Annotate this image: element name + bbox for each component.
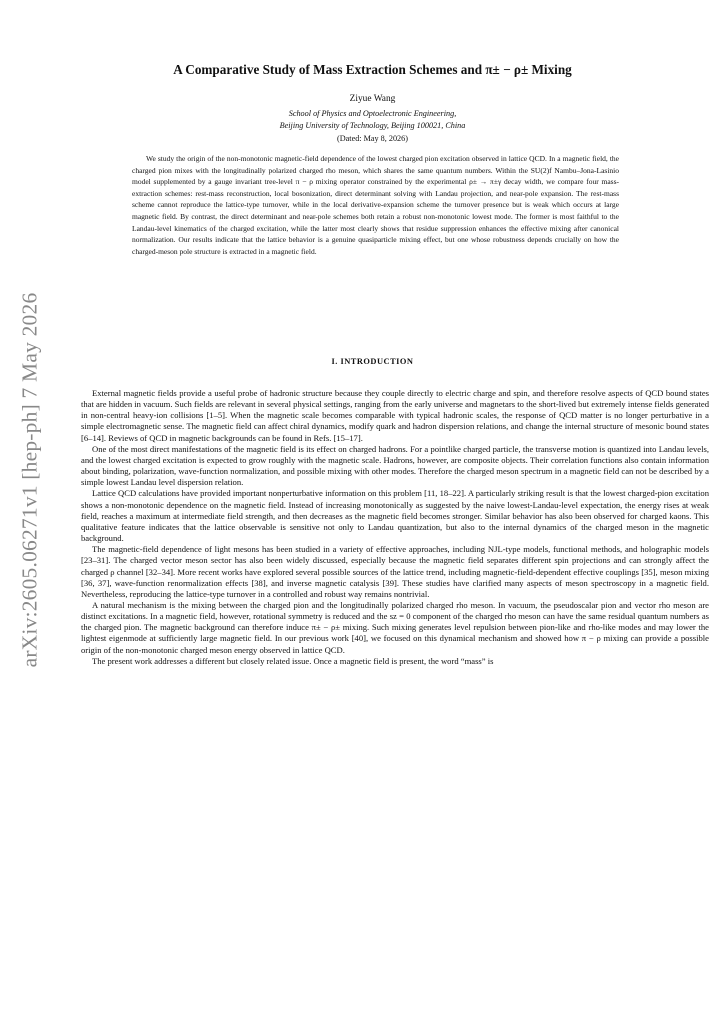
paragraph: The present work addresses a different but closely related issue. Once a magnetic field is present, the word “mass” is (92, 655, 494, 666)
arxiv-identifier-text: arXiv:2605.06271v1 [hep-ph] 7 May 2026 (17, 292, 42, 668)
paragraph: A natural mechanism is the mixing between the charged pion and the longitudinally polarized charged rho meson. In vacuum, the pseudoscalar pion and vector rho meson are distinct excitations. In a magnetic field, however, rotational symmetry is reduced and the sz = 0 component of the charged rho meson can have the same residual quantum numbers as the charged pion. The magnetic background can therefore induce π± − ρ± mixing. Such mixing generates level repulsion between pion-like and rho-like modes and may lower the lightest eigenmode at sufficiently large magnetic field. In our previous work [40], we focused on this dynamical mechanism and showed how π − ρ mixing can provide a possible origin of the non-monotonic charged meson energy observed in lattice QCD. (81, 599, 709, 655)
paper-title: A Comparative Study of Mass Extraction Schemes and π± − ρ± Mixing (173, 62, 572, 77)
section-heading-introduction: I. INTRODUCTION (331, 357, 414, 366)
affiliation-line-2: Beijing University of Technology, Beijing 100021, China (279, 121, 466, 130)
paragraph: External magnetic fields provide a useful probe of hadronic structure because they couple directly to electric charge and spin, and therefore resolve aspects of QCD bound states that are hidden in vacuum. Such fields are relevant in several physical settings, ranging from the early universe and magnetars to the short-lived but extremely intense fields generated in non-central heavy-ion collisions [1–5]. When the magnetic scale becomes comparable with typical hadronic scales, the response of QCD matter is no longer perturbative in a simple electromagnetic sense. The magnetic field can affect chiral dynamics, modify quark and hadron dispersion relations, and change the internal structure of mesonic bound states [6–14]. Reviews of QCD in magnetic backgrounds can be found in Refs. [15–17]. (81, 388, 709, 443)
abstract: We study the origin of the non-monotonic magnetic-field dependence of the lowest charged pion excitation observed in lattice QCD. In a magnetic field, the charged pion mixes with the longitudinally polarized charged rho meson, which shares the same quantum numbers. Within the SU(2)f Nambu–Jona-Lasinio model supplemented by a gauge invariant tree-level π − ρ mixing operator constrained by the experimental ρ± → π±γ decay width, we compare four mass-extraction schemes: rest-mass reconstruction, local bosonization, direct determinant solving with Landau projection, and near-pole expansion. The rest-mass scheme cannot reproduce the lattice-type turnover, while in the local derivative-expansion scheme the turnover presence but is weak which occurs at large magnetic field. By contrast, the direct determinant and near-pole schemes both retain a robust non-monotonic lowest mode. The former is most faithful to the Landau-level kinematics of the charged excitation, while the latter most clearly shows that residue suppression enhances the effective mixing after canonical normalization. Our results indicate that the lattice behavior is a genuine quasiparticle mixing effect, but one whose robustness depends crucially on how the charged-meson pole structure is extracted in a magnetic field. (132, 154, 619, 256)
introduction-body (81, 388, 709, 667)
author-name: Ziyue Wang (349, 94, 396, 104)
affiliation-line-1: School of Physics and Optoelectronic Engineering, (288, 109, 457, 118)
paragraph: Lattice QCD calculations have provided important nonperturbative information on this problem [11, 18–22]. A particularly striking result is that the lowest charged-pion excitation shows a non-monotonic dependence on the magnetic field. Instead of increasing monotonically as suggested by the naive lowest-Landau-level expectation, the energy rises at weak field, reaches a maximum at intermediate field strength, and then decreases as the magnetic field becomes stronger. Similar behavior has also been observed for charged kaons. This qualitative feature indicates that the lattice observable is sensitive not only to Landau quantization, but also to the internal dynamics of the charged meson in the magnetic background. (81, 488, 709, 544)
paragraph: One of the most direct manifestations of the magnetic field is its effect on charged hadrons. For a pointlike charged particle, the transverse motion is quantized into Landau levels, and the lowest charged excitation is expected to grow roughly with the magnetic scale. Hadrons, however, are composite objects. Their correlation functions also contain information about binding, polarization, wave-function normalization, and possible mixing with other modes. Therefore the charged meson spectrum in a magnetic field can not be described by a simple lowest Landau level dispersion relation. (81, 443, 709, 488)
arxiv-identifier (8, 270, 52, 690)
paragraph: The magnetic-field dependence of light mesons has been studied in a variety of effective approaches, including NJL-type models, functional methods, and holographic models [23–31]. The charged vector meson sector has also been widely discussed, especially because the magnetic field separates different spin projections and can strongly affect the charged ρ channel [32–34]. More recent works have explored several possible sources of the lattice trend, including magnetic-field-dependent effective couplings [35], meson mixing [36, 37], wave-function renormalization effects [38], and inverse magnetic catalysis [39]. These studies have clarified many aspects of meson spectroscopy in a magnetic field. Nevertheless, reproducing the lattice-type turnover in a controlled and robust way remains nontrivial. (81, 544, 709, 599)
dated-line: (Dated: May 8, 2026) (337, 134, 408, 143)
